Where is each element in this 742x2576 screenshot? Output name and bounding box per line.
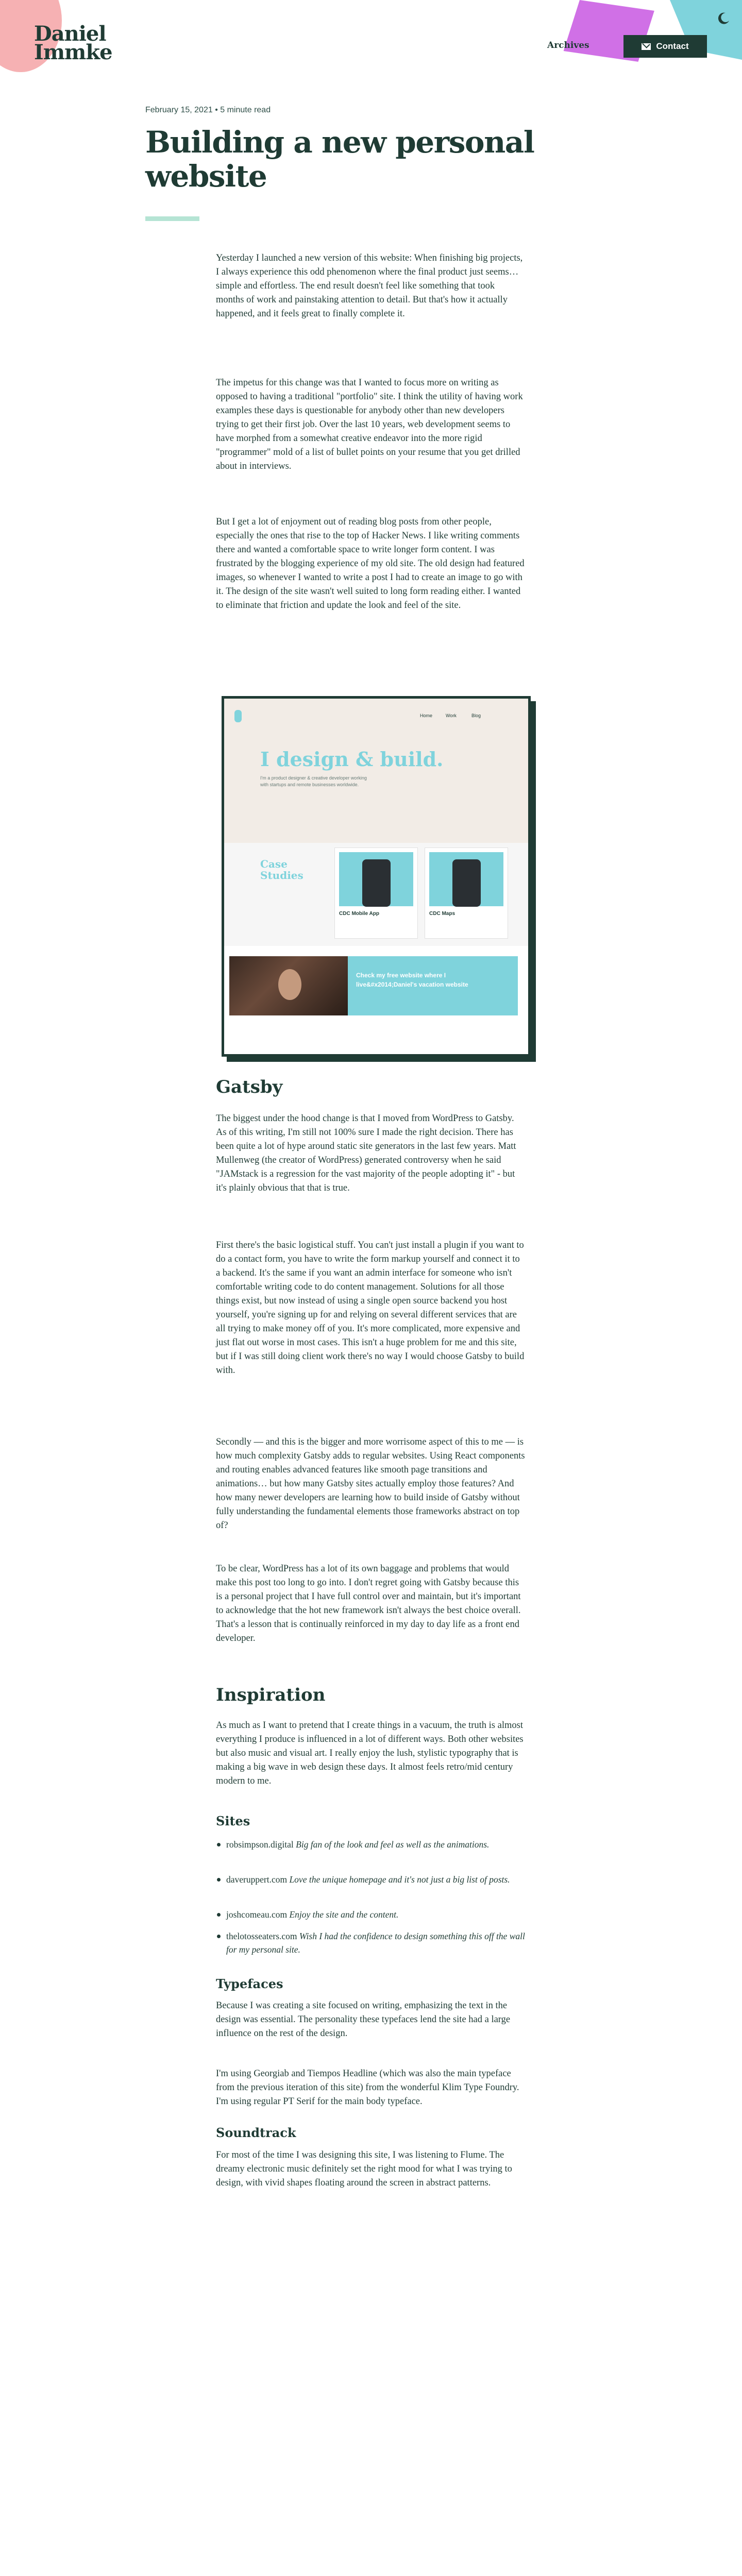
list-item	[216, 1873, 535, 1886]
heading-soundtrack: Soundtrack	[216, 2125, 296, 2140]
figure-nav-blog: Blog	[471, 713, 481, 718]
site-link[interactable]: thelotosseaters.com	[226, 1931, 297, 1941]
meta-separator: •	[215, 106, 221, 114]
logo-line-2: Immke	[34, 40, 112, 64]
paragraph-typefaces-2: I'm using Georgiab and Tiempos Headline (which was also the main typeface from the previous iteration of this site) from the wonderful Klim Type Foundry. I'm using regular PT Serif for the main body typeface.	[216, 2069, 519, 2107]
figure-card-caption: CDC Mobile App	[339, 911, 379, 917]
paragraph-hacker-news: But I get a lot of enjoyment out of reading blog posts from other people, especially the ones that rise to the top of Hacker News. I like writing comments there and wanted a comfortable space to write longer form content. I was frustrated by the blogging experience of my old site. The old design had featured images, so whenever I wanted to write a post I had to create an image to go with it. The design of the site wasn't well suited to long form reading either. I wanted to eliminate that friction and update the look and feel of the site.	[216, 517, 525, 611]
heading-inspiration: Inspiration	[216, 1685, 326, 1705]
paragraph-gatsby-3: Secondly — and this is the bigger and more worrisome aspect of this to me — is how much complexity Gatsby adds to regular websites. Using React components and routing enables advanced features like smooth page transitions and animations… but how many Gatsby sites actually employ those features? And how many newer developers are learning how to build inside of Gatsby without fully understanding the fundamental elements those frameworks abstract on top of?	[216, 1437, 525, 1531]
article-meta	[145, 106, 271, 115]
figure-case-heading: Case Studies	[260, 858, 303, 882]
figure-hero-text: I design & build.	[260, 748, 444, 771]
logo-line-1: Daniel	[34, 22, 106, 46]
figure-card-caption: CDC Maps	[429, 911, 456, 917]
figure-promo-banner	[348, 956, 518, 1015]
face-image	[278, 969, 301, 1000]
site-link[interactable]: robsimpson.digital	[226, 1839, 294, 1850]
paragraph-impetus: The impetus for this change was that I wanted to focus more on writing as opposed to having a traditional "portfolio" site. I think the utility of having work examples these days is questionable for anybody other than new developers trying to get their first job. Over the last 10 years, web development seems to have morphed from a somewhat creative endeavor into the more rigid "programmer" mold of a list of bullet points on your resume that you get drilled about in interviews.	[216, 378, 523, 471]
article-title: Building a new personal website	[145, 125, 534, 194]
paragraph-gatsby-2: First there's the basic logistical stuff. You can't just install a plugin if you want to do a contact form, you have to write the form markup yourself and connect it to a backend. It's the same if you want an admin interface for someone who isn't comfortable writing code to do content management. Solutions for all those things exist, but now instead of using a single open source backend you host yourself, you're signing up for and relying on several different services that are all trying to make money off of you. It's more complicated, more expensive and just flat out worse in most cases. This isn't a huge problem for me and this site, but if I was still doing client work there's no way I would choose Gatsby to build with.	[216, 1240, 525, 1376]
list-item	[216, 1908, 535, 1921]
site-link[interactable]: daveruppert.com	[226, 1874, 288, 1885]
paragraph-gatsby-1: The biggest under the hood change is that I moved from WordPress to Gatsby. As of this writing, I'm still not 100% sure I made the right decision. There has been quite a lot of hype around static site generators in the last few years. Matt Mullenweg (the creator of WordPress) generated controversy when he said "JAMstack is a regression for the vast majority of the people adopting it" - but it's plainly obvious that that is true.	[216, 1113, 516, 1193]
figure-case-studies	[224, 843, 528, 946]
figure-card-image	[339, 852, 413, 906]
figure-nav-home: Home	[420, 713, 433, 718]
heading-gatsby: Gatsby	[216, 1077, 283, 1097]
figure-card-image	[429, 852, 503, 906]
paragraph-intro: Yesterday I launched a new version of this website: When finishing big projects, I always experience this odd phenomenon where the final product just seems… simple and effortless. The end result doesn't feel like something that took months of work and painstaking attention to detail. But that's how it actually happened, and it feels great to finally complete it.	[216, 253, 523, 319]
dark-mode-moon-icon[interactable]	[716, 11, 731, 26]
paragraph-typefaces-1: Because I was creating a site focused on writing, emphasizing the text in the design was essential. The personality these typefaces lend the site had a large influence on the rest of the design.	[216, 2001, 511, 2039]
list-item	[216, 1929, 535, 1956]
heading-sites: Sites	[216, 1814, 250, 1828]
figure-hero-section	[224, 699, 528, 843]
figure-portrait-photo	[229, 956, 348, 1015]
article-date: February 15, 2021	[145, 106, 213, 114]
paragraph-soundtrack: For most of the time I was designing this site, I was listening to Flume. The dreamy electronic music definitely set the right mood for what I was trying to design, with vivid shapes floating around the screen in abstract patterns.	[216, 2150, 512, 2188]
mail-icon	[642, 43, 651, 50]
nav-archives-link[interactable]: Archives	[547, 40, 589, 50]
list-item	[216, 1838, 535, 1851]
figure-bottom-section	[224, 946, 528, 1054]
contact-label: Contact	[656, 41, 689, 51]
site-note: Love the unique homepage and it's not just a big list of posts.	[289, 1874, 510, 1885]
old-site-screenshot	[222, 696, 531, 1057]
figure-nav-work: Work	[446, 713, 457, 718]
heading-typefaces: Typefaces	[216, 1976, 283, 1991]
figure-hero-sub: I'm a product designer & creative developer working with startups and remote businesses worldwide.	[260, 775, 367, 787]
figure-card-2	[425, 848, 508, 938]
site-note: Big fan of the look and feel as well as the animations.	[296, 1839, 490, 1850]
site-note: Wish I had the confidence to design something this off the wall for my personal site.	[226, 1931, 525, 1955]
figure-promo-text: Check my free website where I live&#x2014;Daniel's vacation website	[356, 972, 468, 988]
figure-logo-icon	[234, 710, 242, 722]
phone-image	[362, 859, 391, 907]
paragraph-gatsby-4: To be clear, WordPress has a lot of its own baggage and problems that would make this post too long to go into. I don't regret going with Gatsby because this is a personal project that I have full control over and maintain, but it's important to acknowledge that the hot new framework isn't always the best choice overall. That's a lesson that is continually reinforced in my day to day life as a front end developer.	[216, 1564, 521, 1643]
site-link[interactable]: joshcomeau.com	[226, 1909, 288, 1920]
title-accent-bar	[145, 216, 199, 221]
phone-image	[452, 859, 481, 907]
figure-card-1	[335, 848, 417, 938]
contact-button[interactable]	[623, 35, 707, 58]
paragraph-inspiration: As much as I want to pretend that I create things in a vacuum, the truth is almost everything I produce is influenced in a lot of different ways. Both other websites but also music and visual art. I really enjoy the lush, stylistic typography that is making a big wave in web design these days. It almost feels retro/mid century modern to me.	[216, 1720, 524, 1786]
site-note: Enjoy the site and the content.	[289, 1909, 399, 1920]
site-logo[interactable]	[34, 22, 112, 64]
article-read-time: 5 minute read	[220, 106, 271, 114]
